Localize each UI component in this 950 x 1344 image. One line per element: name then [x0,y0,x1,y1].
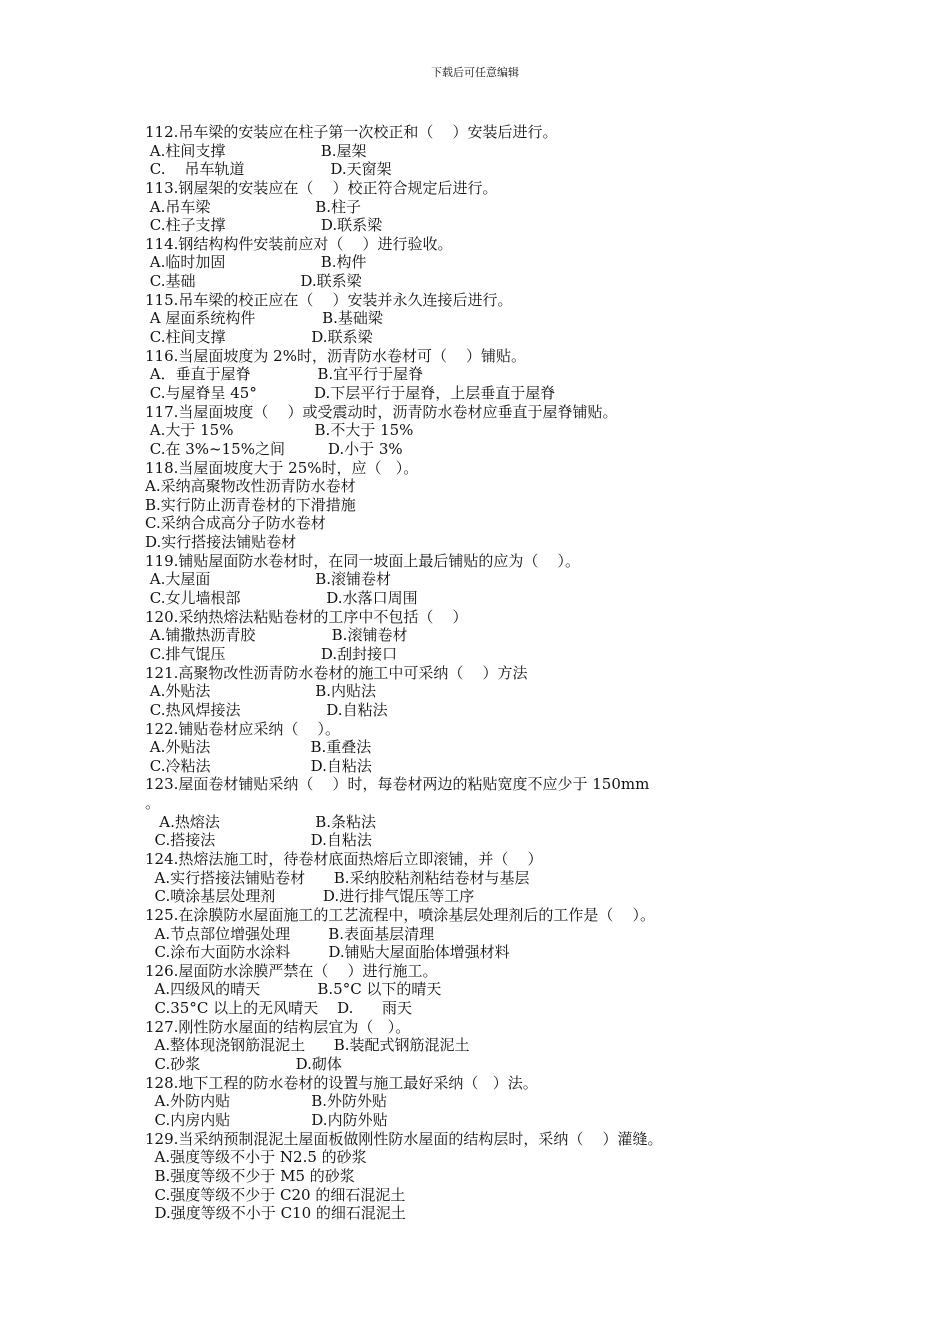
text-line: A.节点部位增强处理 B.表面基层清理 [145,924,435,943]
text-line: A.热熔法 B.条粘法 [145,812,377,831]
text-line: A.强度等级不小于 N2.5 的砂浆 [145,1148,367,1167]
text-line: D.实行搭接法铺贴卷材 [145,533,297,552]
text-line: C.内房内贴 D.内防外贴 [145,1110,388,1129]
text-line: A.铺撒热沥青胶 B.滚铺卷材 [145,626,408,645]
text-line: 。 [145,794,161,813]
text-line: C.涂布大面防水涂料 D.铺贴大屋面胎体增强材料 [145,943,510,962]
text-line: 125.在涂膜防水屋面施工的工艺流程中，喷涂基层处理剂后的工作是（ ）。 [145,905,655,924]
text-line: C.女儿墙根部 D.水落口周围 [145,589,418,608]
text-line: C.柱子支撑 D.联系梁 [145,216,383,235]
page-header: 下载后可任意编辑 [431,66,519,79]
text-line: 112.吊车梁的安装应在柱子第一次校正和（ ）安装后进行。 [145,123,558,141]
text-line: C.采纳合成高分子防水卷材 [145,514,326,533]
text-line: C.柱间支撑 D.联系梁 [145,328,373,347]
text-line: C.冷粘法 D.自粘法 [145,756,372,775]
text-line: C. 吊车轨道 D.天窗架 [145,160,392,179]
text-line: 116.当屋面坡度为 2%时，沥青防水卷材可（ ）铺贴。 [145,346,527,365]
text-line: 121.高聚物改性沥青防水卷材的施工中可采纳（ ）方法 [145,663,528,682]
text-line: B.实行防止沥青卷材的下滑措施 [145,495,356,514]
text-line: C.强度等级不少于 C20 的细石混泥土 [145,1185,406,1204]
text-line: C.砂浆 D.砌体 [145,1055,342,1074]
text-line: 128.地下工程的防水卷材的设置与施工最好采纳（ ）法。 [145,1073,538,1092]
text-line: A.大于 15% B.不大于 15% [145,421,414,440]
text-line: 117.当屋面坡度（ ）或受震动时，沥青防水卷材应垂直于屋脊铺贴。 [145,402,618,421]
text-line: C.35°C 以上的无风晴天 D. 雨天 [145,999,413,1018]
question-list [145,123,845,1223]
text-line: 118.当屋面坡度大于 25%时，应（ ）。 [145,458,419,477]
text-line: A.外防内贴 B.外防外贴 [145,1092,387,1111]
text-line: C.与屋脊呈 45° D.下层平行于屋脊，上层垂直于屋脊 [145,383,556,402]
text-line: C.排气馄压 D.刮封接口 [145,644,398,663]
text-line: A.外贴法 B.内贴法 [145,682,377,701]
text-line: 129.当采纳预制混泥土屋面板做刚性防水屋面的结构层时，采纳（ ）灌缝。 [145,1129,663,1148]
text-line: A.四级风的晴天 B.5°C 以下的晴天 [145,980,442,999]
text-line: A.整体现浇钢筋混泥土 B.装配式钢筋混泥土 [145,1036,470,1055]
text-line: 115.吊车梁的校正应在（ ）安装并永久连接后进行。 [145,290,513,309]
text-line: 127.刚性防水屋面的结构层宜为（ ）。 [145,1017,411,1036]
text-line: A.外贴法 B.重叠法 [145,738,372,757]
text-line: D.强度等级不小于 C10 的细石混泥土 [145,1204,406,1223]
text-line: B.强度等级不少于 M5 的砂浆 [145,1166,355,1185]
text-line: C.喷涂基层处理剂 D.进行排气馄压等工序 [145,887,475,906]
text-line: A.采纳高聚物改性沥青防水卷材 [145,477,356,496]
text-line: A.柱间支撑 B.屋架 [145,141,367,160]
text-line: A.实行搭接法铺贴卷材 B.采纳胶粘剂粘结卷材与基层 [145,868,530,887]
text-line: A 屋面系统构件 B.基础梁 [145,309,383,328]
text-line: 120.采纳热熔法粘贴卷材的工序中不包括（ ） [145,607,468,626]
text-line: 119.铺贴屋面防水卷材时，在同一坡面上最后铺贴的应为（ ）。 [145,551,580,570]
text-line: A.大屋面 B.滚铺卷材 [145,570,392,589]
text-line: 124.热熔法施工时，待卷材底面热熔后立即滚铺，并（ ） [145,849,543,868]
text-line: C.热风焊接法 D.自粘法 [145,700,388,719]
text-line: A.临时加固 B.构件 [145,253,367,272]
text-line: 126.屋面防水涂膜严禁在（ ）进行施工。 [145,961,438,980]
text-line: C.基础 D.联系梁 [145,272,362,291]
text-line: 122.铺贴卷材应采纳（ ）。 [145,719,340,738]
text-line: C.搭接法 D.自粘法 [145,831,372,850]
text-line: A.吊车梁 B.柱子 [145,197,362,216]
text-line: 114.钢结构构件安装前应对（ ）进行验收。 [145,234,453,253]
text-line: A．垂直于屋脊 B.宜平行于屋脊 [145,365,424,384]
text-line: 123.屋面卷材铺贴采纳（ ）时，每卷材两边的粘贴宽度不应少于 150mm [145,775,650,794]
text-line: 113.钢屋架的安装应在（ ）校正符合规定后进行。 [145,178,498,197]
text-line: C.在 3%~15%之间 D.小于 3% [145,439,403,458]
